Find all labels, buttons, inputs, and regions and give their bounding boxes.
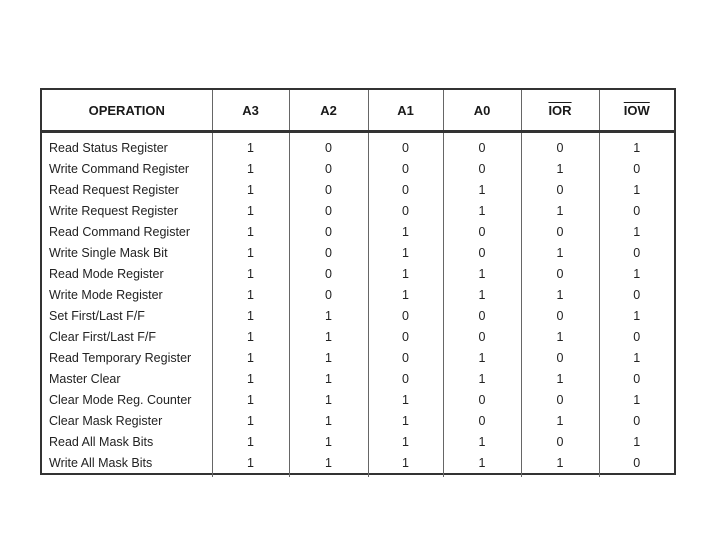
cell-ior: 0 <box>521 390 599 411</box>
cell-a1: 1 <box>368 453 443 477</box>
cell-a0: 1 <box>443 180 521 201</box>
cell-a3: 1 <box>212 432 289 453</box>
cell-iow: 0 <box>633 288 641 302</box>
table-row <box>42 243 674 264</box>
table-row <box>42 306 674 327</box>
cell-iow: 0 <box>633 204 641 218</box>
cell-iow: 1 <box>633 309 641 323</box>
table-row <box>42 201 674 222</box>
cell-operation: Write Single Mask Bit <box>42 243 212 264</box>
cell-a1: 0 <box>368 159 443 180</box>
cell-a0: 0 <box>443 390 521 411</box>
table-row <box>42 411 674 432</box>
cell-iow: 1 <box>633 393 641 407</box>
cell-a1: 0 <box>368 327 443 348</box>
cell-iow: 1 <box>633 141 641 155</box>
cell-a0: 1 <box>443 285 521 306</box>
cell-a2: 0 <box>289 264 368 285</box>
cell-a3: 1 <box>212 390 289 411</box>
cell-a3: 1 <box>212 453 289 477</box>
cell-a3: 1 <box>212 132 289 160</box>
cell-a0: 0 <box>443 132 521 160</box>
cell-a3: 1 <box>212 306 289 327</box>
table-row <box>42 264 674 285</box>
cell-a1: 0 <box>368 180 443 201</box>
cell-ior: 0 <box>521 264 599 285</box>
cell-a0: 1 <box>443 348 521 369</box>
cell-a2: 0 <box>289 243 368 264</box>
cell-operation: Write All Mask Bits <box>42 453 212 477</box>
cell-iow: 1 <box>633 351 641 365</box>
cell-operation: Set First/Last F/F <box>42 306 212 327</box>
header-a2: A2 <box>289 90 368 132</box>
cell-a0: 1 <box>443 432 521 453</box>
cell-a2: 1 <box>289 327 368 348</box>
cell-operation: Write Command Register <box>42 159 212 180</box>
table-row <box>42 132 674 160</box>
cell-ior: 1 <box>521 285 599 306</box>
cell-iow: 0 <box>633 456 641 470</box>
cell-a3: 1 <box>212 348 289 369</box>
operation-table <box>42 90 674 477</box>
cell-a2: 1 <box>289 390 368 411</box>
cell-iow: 0 <box>633 330 641 344</box>
cell-iow: 1 <box>633 435 641 449</box>
cell-a3: 1 <box>212 201 289 222</box>
cell-ior: 1 <box>521 411 599 432</box>
cell-operation: Master Clear <box>42 369 212 390</box>
cell-iow: 0 <box>633 162 641 176</box>
cell-ior: 0 <box>521 222 599 243</box>
cell-operation: Write Request Register <box>42 201 212 222</box>
cell-a3: 1 <box>212 327 289 348</box>
table-row <box>42 453 674 477</box>
cell-a2: 1 <box>289 453 368 477</box>
table-row <box>42 432 674 453</box>
cell-a1: 1 <box>368 243 443 264</box>
cell-operation: Clear First/Last F/F <box>42 327 212 348</box>
cell-a1: 0 <box>368 201 443 222</box>
cell-operation: Read Status Register <box>42 132 212 160</box>
cell-a2: 1 <box>289 432 368 453</box>
cell-a1: 0 <box>368 369 443 390</box>
cell-a0: 1 <box>443 264 521 285</box>
table-row <box>42 327 674 348</box>
cell-a2: 1 <box>289 348 368 369</box>
header-a0: A0 <box>443 90 521 132</box>
cell-ior: 0 <box>521 132 599 160</box>
cell-operation: Clear Mask Register <box>42 411 212 432</box>
header-ior: $\overline{IOR}$ <box>521 90 599 132</box>
cell-a3: 1 <box>212 180 289 201</box>
cell-ior: 0 <box>521 432 599 453</box>
table-row <box>42 285 674 306</box>
cell-operation: Read All Mask Bits <box>42 432 212 453</box>
cell-ior: 1 <box>521 453 599 477</box>
table-row <box>42 369 674 390</box>
cell-a2: 0 <box>289 201 368 222</box>
cell-operation: Write Mode Register <box>42 285 212 306</box>
cell-a2: 1 <box>289 411 368 432</box>
cell-a1: 1 <box>368 432 443 453</box>
cell-iow: 0 <box>633 372 641 386</box>
cell-a3: 1 <box>212 369 289 390</box>
cell-operation: Read Command Register <box>42 222 212 243</box>
cell-ior: 1 <box>521 243 599 264</box>
cell-a1: 0 <box>368 132 443 160</box>
table-row <box>42 180 674 201</box>
header-operation: OPERATION <box>42 90 212 132</box>
cell-operation: Clear Mode Reg. Counter <box>42 390 212 411</box>
cell-a0: 1 <box>443 369 521 390</box>
cell-a1: 1 <box>368 411 443 432</box>
cell-iow: 0 <box>633 414 641 428</box>
header-a3: A3 <box>212 90 289 132</box>
cell-a3: 1 <box>212 264 289 285</box>
cell-a2: 1 <box>289 306 368 327</box>
cell-a3: 1 <box>212 285 289 306</box>
cell-a2: 0 <box>289 222 368 243</box>
table-row <box>42 159 674 180</box>
cell-operation: Read Temporary Register <box>42 348 212 369</box>
table-row <box>42 348 674 369</box>
header-row <box>42 90 674 132</box>
cell-a0: 0 <box>443 222 521 243</box>
cell-a1: 0 <box>368 348 443 369</box>
table-body <box>42 132 674 478</box>
cell-a2: 0 <box>289 159 368 180</box>
operation-table-frame <box>40 88 676 475</box>
cell-operation: Read Request Register <box>42 180 212 201</box>
cell-a0: 0 <box>443 159 521 180</box>
cell-a0: 1 <box>443 201 521 222</box>
cell-a2: 0 <box>289 132 368 160</box>
header-iow: $\overline{IOW}$ <box>599 90 674 132</box>
cell-a1: 0 <box>368 306 443 327</box>
cell-a2: 0 <box>289 180 368 201</box>
cell-a3: 1 <box>212 243 289 264</box>
cell-a2: 0 <box>289 285 368 306</box>
cell-a3: 1 <box>212 222 289 243</box>
cell-ior: 1 <box>521 369 599 390</box>
cell-a0: 0 <box>443 243 521 264</box>
cell-a3: 1 <box>212 411 289 432</box>
cell-a1: 1 <box>368 222 443 243</box>
cell-ior: 1 <box>521 159 599 180</box>
cell-ior: 0 <box>521 348 599 369</box>
cell-a2: 1 <box>289 369 368 390</box>
cell-a1: 1 <box>368 390 443 411</box>
cell-a1: 1 <box>368 285 443 306</box>
cell-a3: 1 <box>212 159 289 180</box>
cell-a0: 0 <box>443 306 521 327</box>
table-row <box>42 222 674 243</box>
header-a1: A1 <box>368 90 443 132</box>
cell-iow: 1 <box>633 225 641 239</box>
cell-ior: 1 <box>521 327 599 348</box>
cell-a0: 1 <box>443 453 521 477</box>
cell-iow: 1 <box>633 267 641 281</box>
cell-a0: 0 <box>443 411 521 432</box>
cell-operation: Read Mode Register <box>42 264 212 285</box>
cell-ior: 1 <box>521 201 599 222</box>
cell-ior: 0 <box>521 306 599 327</box>
cell-ior: 0 <box>521 180 599 201</box>
cell-a0: 0 <box>443 327 521 348</box>
table-row <box>42 390 674 411</box>
cell-iow: 0 <box>633 246 641 260</box>
cell-iow: 1 <box>633 183 641 197</box>
cell-a1: 1 <box>368 264 443 285</box>
